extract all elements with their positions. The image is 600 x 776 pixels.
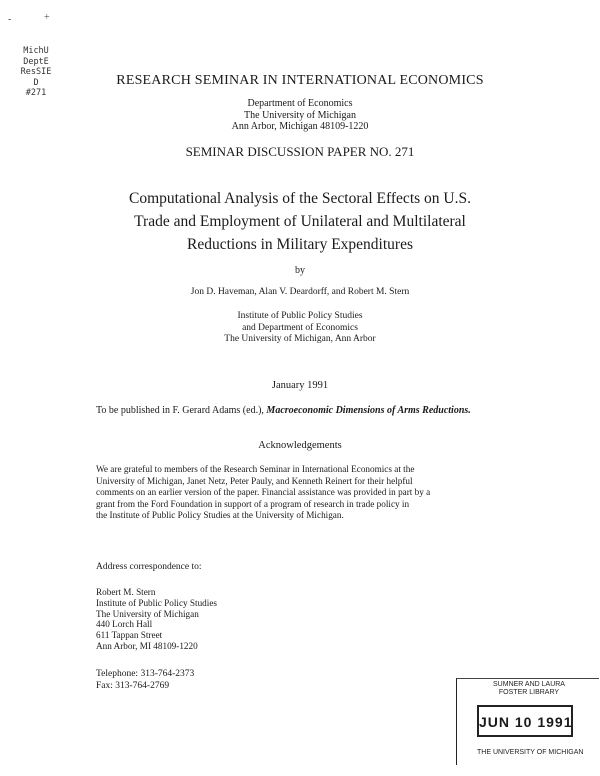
institution-line: and Department of Economics [242, 322, 358, 333]
stamp-top-line: FOSTER LIBRARY [498, 688, 560, 696]
acknowledgements-line: comments on an earlier version of the paper. Financial assistance was provided in part by a [96, 487, 431, 498]
institution-block [0, 311, 600, 346]
call-number-line: MichU [23, 46, 49, 56]
paper-number: SEMINAR DISCUSSION PAPER NO. 271 [185, 144, 415, 159]
department-line: Department of Economics [247, 98, 353, 109]
call-number-line: DeptE [23, 56, 49, 67]
title-line: Trade and Employment of Unilateral and Multilateral [134, 213, 466, 230]
library-stamp [456, 678, 599, 765]
address-line: Institute of Public Policy Studies [96, 597, 217, 608]
call-number-line: D [33, 77, 39, 88]
address-line: The University of Michigan [96, 608, 199, 619]
by-label: by [295, 265, 305, 276]
acknowledgements-line: grant from the Ford Foundation in support of a program of research in trade policy in [96, 498, 410, 509]
margin-mark-right: + [44, 12, 50, 23]
address-line: 611 Tappan Street [96, 630, 163, 641]
stamp-date-box [477, 705, 573, 737]
institution-line: Institute of Public Policy Studies [237, 311, 363, 321]
contact-numbers [96, 669, 194, 692]
publication-note [96, 405, 516, 417]
stamp-date: JUN 10 1991 [479, 714, 573, 730]
correspondence-address [96, 587, 217, 652]
margin-mark-left: - [8, 14, 12, 25]
acknowledgements-heading: Acknowledgements [258, 440, 342, 451]
fax: Fax: 313-764-2769 [96, 680, 170, 691]
book-title: Macroeconomic Dimensions of Arms Reductions. [266, 405, 471, 416]
publication-date: January 1991 [271, 380, 329, 391]
title-line: Computational Analysis of the Sectoral Effects on U.S. [129, 190, 471, 207]
address-line: 440 Lorch Hall [96, 619, 153, 630]
acknowledgements-body [96, 464, 501, 522]
department-block [0, 98, 600, 133]
call-number-line: ResSIE [20, 67, 52, 78]
address-line: Robert M. Stern [96, 587, 156, 597]
call-number-line: #271 [25, 88, 47, 99]
acknowledgements-line: the Institute of Public Policy Studies at the University of Michigan. [96, 510, 344, 521]
series-heading: RESEARCH SEMINAR IN INTERNATIONAL ECONOMICS [116, 73, 484, 88]
address-line: Ann Arbor, MI 48109-1220 [96, 640, 198, 651]
title-line: Reductions in Military Expenditures [186, 236, 413, 253]
stamp-top-line: SUMNER AND LAURA [493, 681, 565, 688]
acknowledgements-line: University of Michigan, Janet Netz, Peter Pauly, and Kenneth Reinert for their helpful [96, 475, 413, 486]
authors: Jon D. Haveman, Alan V. Deardorff, and Robert M. Stern [190, 287, 410, 297]
publication-prefix: To be published in F. Gerard Adams (ed.), [96, 405, 264, 416]
department-line: The University of Michigan [244, 109, 356, 121]
telephone: Telephone: 313-764-2373 [96, 669, 195, 679]
stamp-library-name [485, 681, 573, 696]
correspondence-label: Address correspondence to: [96, 562, 202, 572]
department-line: Ann Arbor, Michigan 48109-1220 [231, 121, 369, 132]
institution-line: The University of Michigan, Ann Arbor [224, 334, 376, 344]
acknowledgements-line: We are grateful to members of the Research Seminar in International Economics at the [96, 464, 415, 474]
paper-title [0, 187, 600, 256]
stamp-university: THE UNIVERSITY OF MICHIGAN [477, 749, 584, 756]
